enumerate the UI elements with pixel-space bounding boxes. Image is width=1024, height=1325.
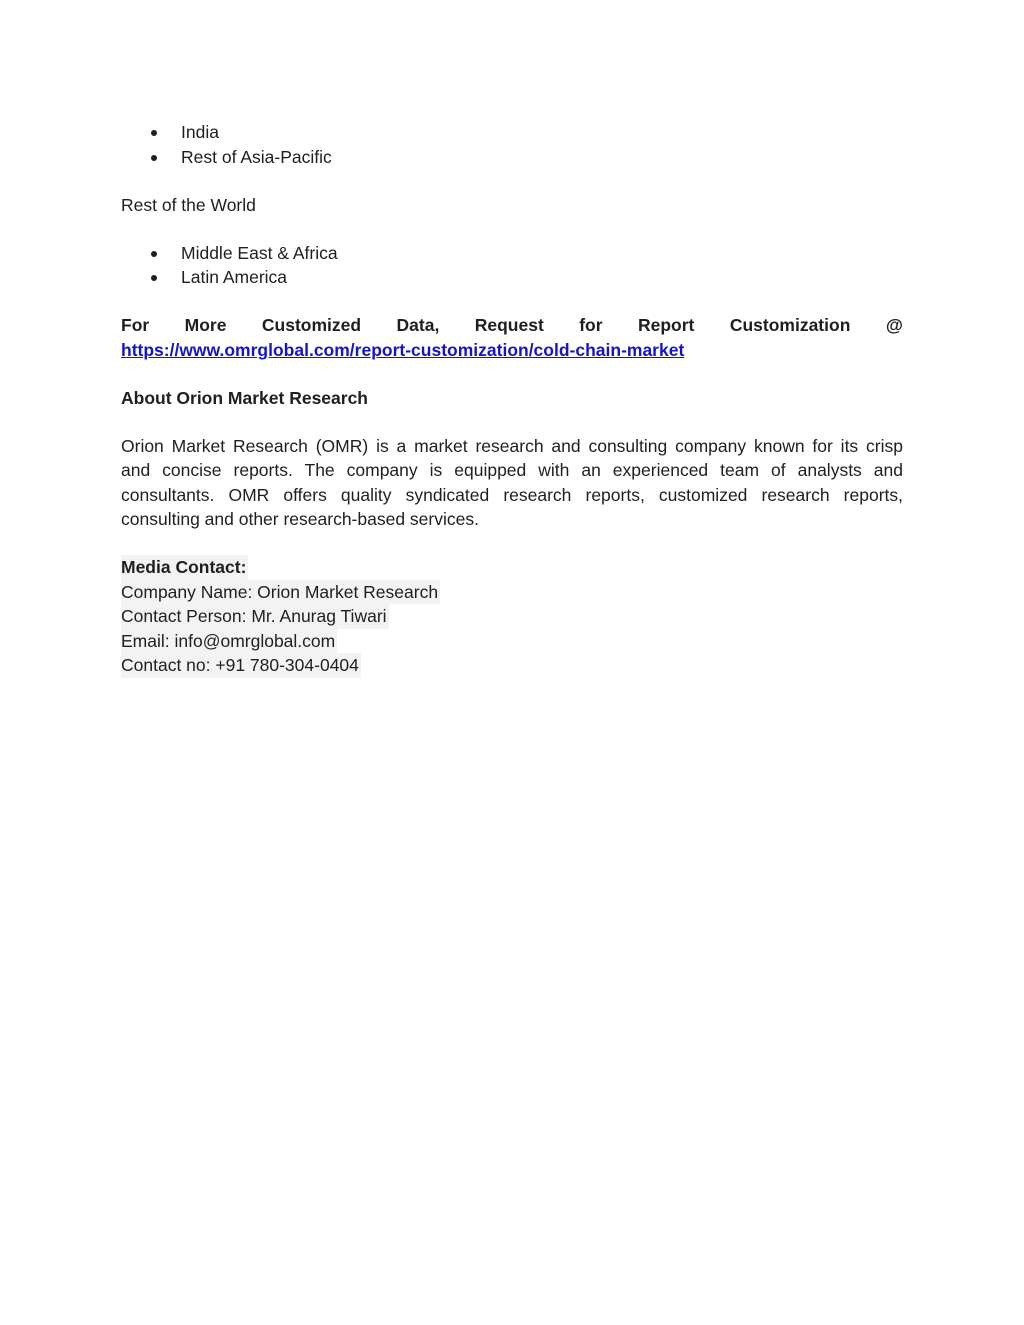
- bullet-icon: [151, 130, 157, 136]
- bullet-icon: [151, 251, 157, 257]
- asia-pacific-list: [121, 120, 903, 169]
- list-item: Middle East & Africa: [121, 241, 903, 266]
- company-name: Company Name: Orion Market Research: [121, 580, 440, 605]
- document-page: [121, 120, 903, 678]
- about-paragraph: Orion Market Research (OMR) is a market research and consulting company known for its crisp and concise reports. The company is equipped with an experienced team of analysts and consultants. OMR offers quality syndicated research reports, customized research reports, consulting and other research-based services.: [121, 435, 903, 529]
- bullet-icon: [151, 275, 157, 281]
- list-item: India: [121, 120, 903, 145]
- report-customization-link[interactable]: https://www.omrglobal.com/report-customization/cold-chain-market: [121, 339, 685, 360]
- rest-of-world-list: [121, 241, 903, 290]
- media-contact-heading: Media Contact:: [121, 555, 248, 580]
- rest-of-world-heading: Rest of the World: [121, 194, 256, 215]
- bullet-icon: [151, 155, 157, 161]
- contact-phone: Contact no: +91 780-304-0404: [121, 653, 361, 678]
- media-contact-block: [121, 555, 903, 678]
- list-item: Latin America: [121, 265, 903, 290]
- contact-person: Contact Person: Mr. Anurag Tiwari: [121, 604, 389, 629]
- list-item: Rest of Asia-Pacific: [121, 145, 903, 170]
- customization-request-text: For More Customized Data, Request for Report Customization @: [121, 315, 903, 335]
- contact-email: Email: info@omrglobal.com: [121, 629, 337, 654]
- about-heading: About Orion Market Research: [121, 387, 368, 408]
